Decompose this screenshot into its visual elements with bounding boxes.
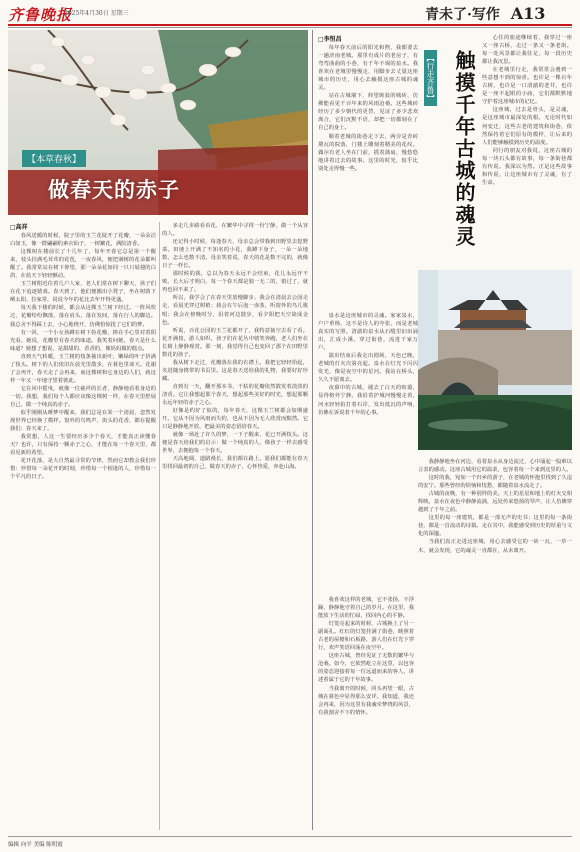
paragraph: 花开花落，是大自然最寻常的节律，然而它却教会我们珍惜：珍惜每一朵花开的时刻，珍惜每一个相逢的人，珍惜每一个平凡的日子。	[10, 458, 156, 481]
paragraph: 那时候的我，总以为春天永远不会结束，花儿永远开不败。长大后才明白，每一个春天都是独一无二的，错过了，就再也回不来了。	[162, 271, 308, 294]
paragraph: 这棵树在楼前长了十几年了，每年开春它总是第一个醒来，枝头挂满毛茸茸的花苞，一夜春风，便把满树的花朵都叫醒了。我常常站在树下仰望，那一朵朵花如同一只只展翅的白鸽，在蓝天下轻轻颤动。	[10, 249, 156, 280]
paragraph: 还记得小时候，每逢春天，母亲总会带我到田野里去挖野菜。田埂上开满了不知名的小花，我蹲下身子，一朵一朵地数，怎么也数不清。母亲笑着说，春天的花是数不完的，就像日子一样长。	[162, 239, 308, 270]
paragraph: 当我们真正走进这座城，用心去感受它的一砖一瓦、一草一木，就会发现，它的魂灵一直都在，从未离开。	[418, 539, 572, 554]
column-divider	[159, 222, 160, 830]
masthead-rule-red	[8, 24, 572, 26]
article-headline: 触摸千年古城的魂灵	[452, 50, 476, 248]
city-gate-illustration	[418, 270, 572, 450]
paragraph: 心往的旅途继续着，我穿过一座又一座古桥，走过一条又一条老街。每一处风景都让我驻足，每一段历史都让我沉思。	[482, 35, 572, 66]
paragraph: 我从树下走过，花瓣落在我的衣襟上。我把它轻轻拾起，夹进随身携带的书页里。这是春天送给我的礼物，我要好好珍藏。	[162, 359, 308, 382]
article-divider	[312, 30, 313, 830]
city-gate-photo	[418, 270, 572, 450]
paragraph: 古城的夜晚，有一种别样的美。天上的星星和地上的灯火交相辉映，泉水在夜色中静静流淌，远处传来悠扬的琴声，让人仿佛穿越到了千年之前。	[418, 491, 572, 514]
paragraph: 站在古城墙下，仰望斑驳的城砖，仿佛能看见千百年来的风雨沧桑。这些城砖经历了多少朝代的更替，见证了多少悲欢离合，它们沉默不语，却把一切都刻在了自己的身上。	[318, 93, 418, 132]
paragraph: 多走几步路看看花，在繁华中寻找一份宁静，做一个从容的人。	[162, 223, 308, 238]
article-byline: □高祥	[10, 224, 28, 231]
article-column-4	[418, 458, 572, 830]
column-tag: 【本草春秋】	[22, 150, 86, 167]
newspaper-logo: 齐鲁晚报	[8, 6, 73, 24]
paragraph: 演出结束后我走出剧场，天色已晚，老城的灯火次第亮起。泉水在灯光下闪闪发光，像是夜空中的星河。我站在桥头，久久不愿离去。	[318, 353, 418, 384]
paragraph: 同行的朋友对我说，这座古城的每一块石头都有故事，每一条街巷都有传说。我深以为然。正是这些故事和传说，让这座城市有了灵魂，有了生命。	[482, 147, 572, 186]
article-column-2	[162, 222, 308, 830]
article-headline: 做春天的赤子	[48, 177, 180, 202]
article-column-3	[318, 312, 418, 592]
page-number: A13	[510, 4, 546, 23]
masthead-rule-grey	[8, 27, 572, 28]
paragraph: 顺着老城的街巷走下去，两旁是青砖黛瓦的院落，门楼上雕刻着精美的花纹。偶尔有老人坐在门前，摇着蒲扇，慢悠悠地讲着过去的故事。这里的时光，似乎比别处走得慢一些。	[318, 133, 418, 172]
paragraph: 夜幕中的古城，褪去了白天的喧嚣，显得格外宁静。我沿着护城河慢慢走着，河水轻轻拍打着石岸，发出低沉的声响，仿佛在诉说着千年的心事。	[318, 385, 418, 416]
paragraph: 每天我下楼的时候，都会从这棵玉兰树下经过。一阵风吹过，花瓣纷纷飘落，落在肩头，落在发间，落在行人的脚边。我总舍不得踩上去，小心地绕开，仿佛怕惊扰了它们的梦。	[10, 305, 156, 328]
paragraph: 当我离开的时候，回头再望一眼，古城在暮色中显得那么安详。我知道，我还会再来，因为这里有我魂牵梦绕的风景，有我割舍不下的情怀。	[318, 685, 414, 716]
paragraph: 这时的我，宛如一个归乡的游子，在老城的怀抱里找到了久违的安宁。那些曾经的烦恼和忧愁，都随着泉水流走了。	[418, 475, 572, 490]
article-column-1	[318, 44, 418, 306]
paragraph: 好像是约好了似的，每年春天，这棵玉兰树都会如期盛开。它从不因为风雨而失约，也从不因为无人欣赏而黯然。它只是静静地开放，把最美的姿态留给春天。	[162, 408, 308, 431]
paragraph: 听说，百花公园的玉兰花都开了，我特意抽空去看了看。花开满枝，游人如织，孩子们在花丛中嬉笑奔跑，老人们坐在长椅上静静观赏。那一刻，我觉得自己也变回了那个在田野里数花的孩子。	[162, 327, 308, 358]
article-column-5	[318, 596, 414, 830]
footer-rule	[8, 836, 572, 837]
paragraph: 灯笼亮起来的时候，古城换上了另一副面孔。红红的灯笼挂满了街巷，映照着古老的屋檐和石板路，游人们在灯光下穿行，欢声笑语回荡在夜空中。	[318, 621, 414, 652]
paragraph: 这座古城，曾经见证了无数的繁华与沧桑。如今，它依然屹立在这里，以包容的姿态迎接着每一位远道而来的客人，讲述着属于它的千年故事。	[318, 653, 414, 684]
paragraph: 就像一场赴了许久的梦，一下子醒来，花已开满枝头。这便是春天给我们的启示：做一个纯真的人，像孩子一样去感受世界，去拥抱每一个春天。	[162, 432, 308, 455]
paragraph: 每年春天前后的阳光和煦，我都要去一趟济南老城。那里有成片的老房子，有弯弯曲曲的小巷，有千年不竭的泉水。我喜欢在老城里慢慢走，用脚步去丈量这座城市的历史，用心去触摸这座古城的魂灵。	[318, 45, 418, 92]
article-column-1	[10, 232, 156, 830]
section-header	[425, 4, 545, 24]
article-byline: □李恒昌	[318, 36, 342, 43]
section-name: 青未了·写作	[425, 7, 500, 23]
paragraph: 似乎刚刚从睡梦中醒来，我们总是在某一个清晨，忽然发现世界已经换了模样。窗外的鸟鸣声，街头的花香，都在提醒我们：春天来了。	[10, 410, 156, 433]
paragraph: 直到天气转暖，玉兰树的枝条抽出新叶，嫩绿的叶子挤满了枝头。树下的人们依旧在晨光里散步，在暮色里谈天。花谢了会再开，春天走了会再来，而这棵树和它身边的人们，就这样一年又一年地守望着彼此。	[10, 353, 156, 384]
paragraph: 这里的每一座建筑，都是一部无声的史书；这里的每一条街巷，都是一首流动的诗篇。走在其中，我能感受到历史的厚重与文化的深邃。	[418, 515, 572, 538]
footer-credits: 编辑 向平 美编 陈明霞	[8, 842, 63, 848]
paragraph: 泉水是这座城市的灵魂。家家泉水，户户垂杨，这不是诗人的夸张，而是老城真实的写照。清澈的泉水从石缝里汩汩涌出，汇成小溪，穿过街巷，流进千家万户。	[318, 313, 418, 352]
paragraph: 我静静地坐在河边，看着泉水从身边流过，心中涌起一股难以言表的感动。这座古城用它的温柔，包容着每一个来到这里的人。	[418, 459, 572, 474]
paragraph: 有一回，一个小女孩蹲在树下捡花瓣，捧在手心里对着阳光看。她说，花瓣里有春天的味道。我笑着问她，春天是什么味道？她想了想说，是甜甜的、香香的，像妈妈做的糕点。	[10, 329, 156, 352]
article-column-2	[482, 34, 572, 272]
paragraph: 天高地阔，道路漫长，我们都在路上。愿我们都能在春天里找回最初的自己，做春天的赤子，心怀热爱，奔赴山海。	[162, 456, 308, 471]
paragraph: 春风送暖的时候，院子里的玉兰花绽开了花瓣，一朵朵洁白如玉，像一群翩翩的素衣仙子，一树繁花，满院清香。	[10, 233, 156, 248]
paragraph: 在老城里行走，我常常会遇到一些意想不到的惊喜。也许是一棵百年古树，也许是一口清澈的老井，也许是一座不起眼的小庙，它们都默默地守护着这座城市的记忆。	[482, 67, 572, 106]
paragraph: 我喜欢这样的老城，它不张扬，不浮躁，静静地守着自己的岁月。在这里，我能放下生活的忙碌，找回内心的平静。	[318, 597, 414, 620]
column-tag: 【行走齐鲁】	[424, 50, 437, 106]
paragraph: 直到有一天，翻开那本书，干枯的花瓣依然散发着淡淡的清香。它让我想起那个春天，想起那些美好的时光，想起那颗永远年轻的赤子之心。	[162, 383, 308, 407]
paragraph: 所以，我学会了在春天里放慢脚步。我会在清晨去公园走走，看晨光穿过树梢；我会在午后泡一壶茶，听窗外的鸟儿歌唱；我会在傍晚时分，沿着河边散步，看夕阳把天空染成金色。	[162, 295, 308, 326]
issue-date: 2025年4月30日 星期三	[64, 10, 129, 17]
paragraph: 它在风中摇曳，就像一位慈祥的长者，静静地看着身边的一切。我想，我们每个人都应该像这棵树一样，在春天里舒展自己，做一个纯真的赤子。	[10, 385, 156, 408]
paragraph: 我常想，人这一生要经历多少个春天，才能真正读懂春天？也许，只有保持一颗赤子之心，才能在每一个春天里，都看见新的希望。	[10, 434, 156, 457]
paragraph: 玉兰树附近住着几户人家，老人们常在树下聊天，孩子们在花下追逐嬉戏。春天到了，他们便搬出小凳子，坐在树荫下晒太阳、拉家常，说说今年的花比去年开得更盛。	[10, 281, 156, 304]
paragraph: 这座城，过去是骨头，是灵魂，是这座城市最深处的根。无论时代如何变迁，这些古老的建筑和街巷，依然保持着它们原有的模样，让后来的人们能够触摸到历史的温度。	[482, 107, 572, 146]
